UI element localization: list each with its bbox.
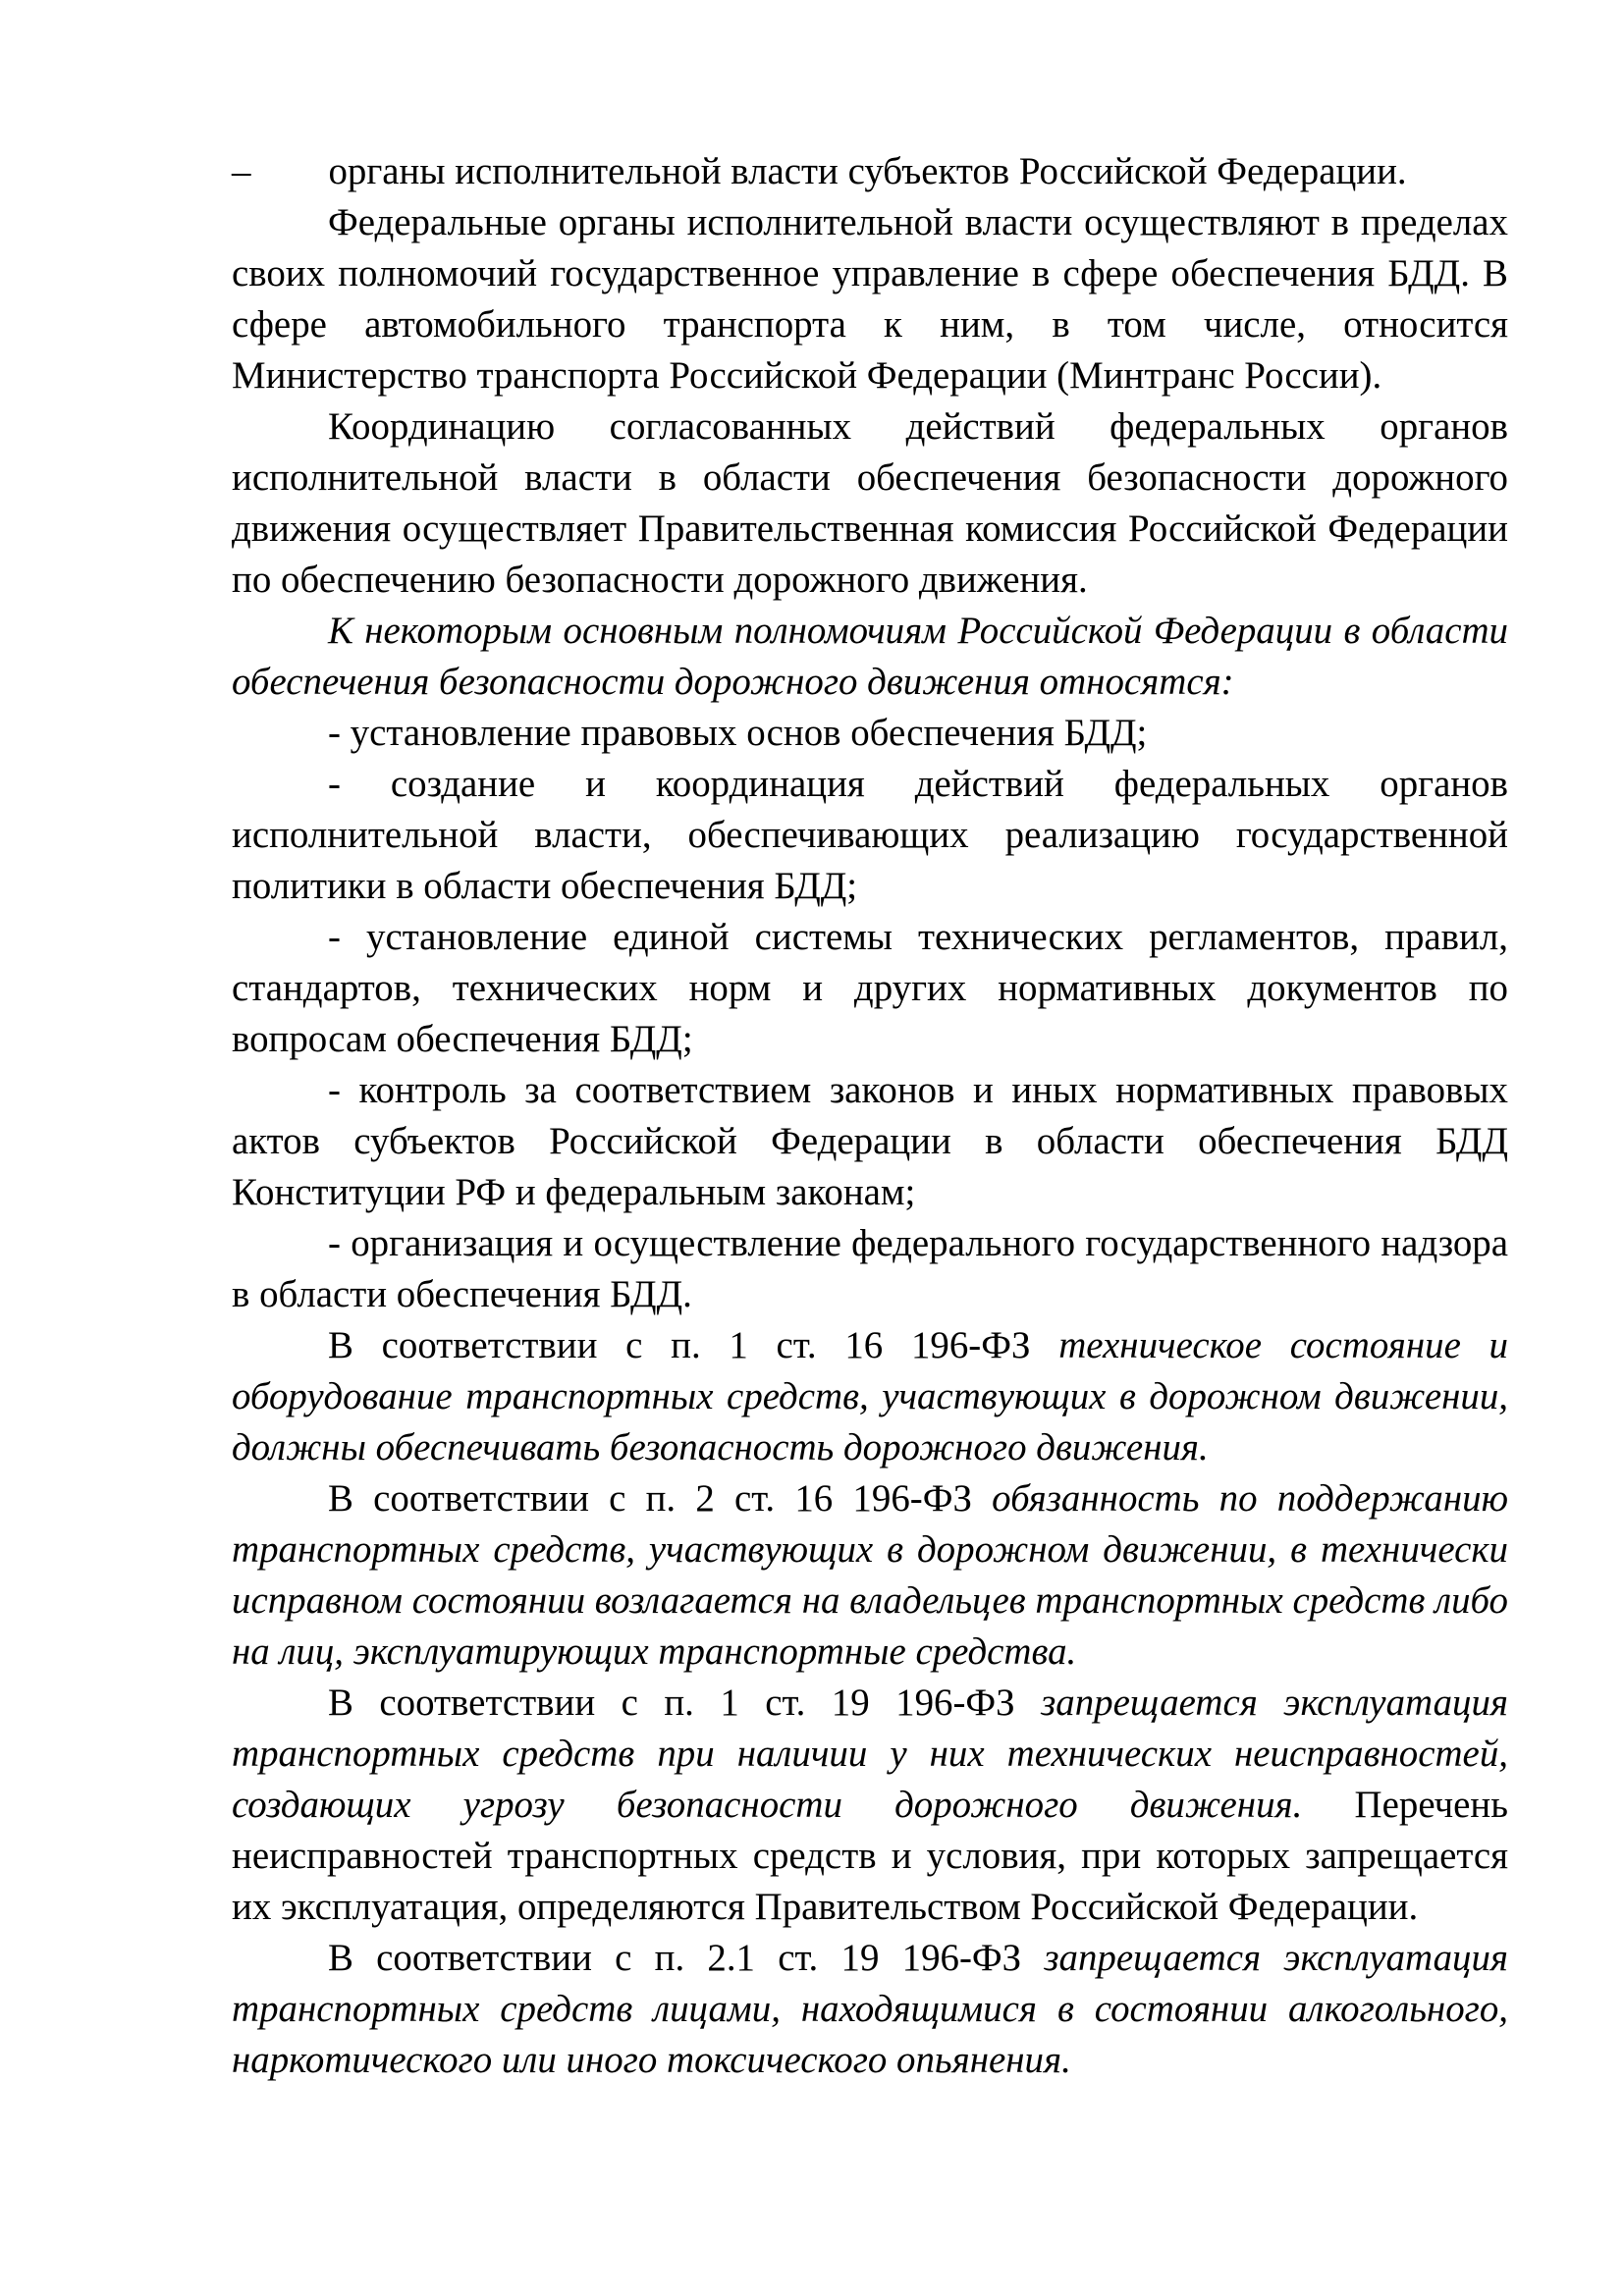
text-segment: - создание и координация действий федеральных органов исполнительной власти, обеспечивающих реализацию государственной политики в области обеспечения БДД; xyxy=(232,763,1508,907)
italic-text-segment: запрещается эксплуатация транспортных средств лицами, находящимися в состоянии алкогольного, наркотического или иного токсического опьянения. xyxy=(232,1937,1508,2081)
text-segment: - организация и осуществление федерального государственного надзора в области обеспечения БДД. xyxy=(232,1222,1508,1315)
italic-text-segment: обязанность по поддержанию транспортных средств, участвующих в дорожном движении, в технически исправном состоянии возлагается на владельцев транспортных средств либо на лиц, эксплуатирующих транспортные средства. xyxy=(232,1477,1508,1673)
paragraph xyxy=(232,401,1508,606)
text-segment: органы исполнительной власти субъектов Российской Федерации. xyxy=(328,150,1407,192)
dash-marker: – xyxy=(232,150,251,192)
text-segment: - контроль за соответствием законов и иных нормативных правовых актов субъектов Российской Федерации в области обеспечения БДД Конституции РФ и федеральным законам; xyxy=(232,1069,1508,1213)
paragraph xyxy=(232,708,1508,759)
paragraph xyxy=(232,912,1508,1065)
text-segment: Федеральные органы исполнительной власти осуществляют в пределах своих полномочий государственное управление в сфере обеспечения БДД. В сфере автомобильного транспорта к ним, в том числе, относится Министерство транспорта Российской Федерации (Минтранс России). xyxy=(232,201,1508,397)
paragraph xyxy=(232,1065,1508,1218)
paragraph xyxy=(232,1320,1508,1473)
paragraph xyxy=(232,606,1508,708)
paragraph xyxy=(232,1933,1508,2086)
text-segment: Координацию согласованных действий федеральных органов исполнительной власти в области обеспечения безопасности дорожного движения осуществляет Правительственная комиссия Российской Федерации по обеспечению безопасности дорожного движения. xyxy=(232,405,1508,601)
text-segment: - установление правовых основ обеспечения БДД; xyxy=(328,712,1148,754)
text-segment: В соответствии с п. 2 ст. 16 196-ФЗ xyxy=(328,1477,993,1520)
italic-text-segment: техническое состояние и оборудование транспортных средств, участвующих в дорожном движении, должны обеспечивать безопасность дорожного движения. xyxy=(232,1324,1508,1468)
paragraph xyxy=(232,1218,1508,1320)
paragraph xyxy=(232,1473,1508,1678)
paragraph xyxy=(232,1678,1508,1933)
paragraph xyxy=(232,197,1508,401)
italic-text-segment: запрещается эксплуатация транспортных средств при наличии у них технических неисправностей, создающих угрозу безопасности дорожного движения. xyxy=(232,1682,1508,1826)
text-segment: В соответствии с п. 2.1 ст. 19 196-ФЗ xyxy=(328,1937,1045,1979)
dash-list-item xyxy=(232,146,1508,197)
text-segment: В соответствии с п. 1 ст. 19 196-ФЗ xyxy=(328,1682,1042,1724)
document-body xyxy=(232,146,1508,2086)
text-segment: В соответствии с п. 1 ст. 16 196-ФЗ xyxy=(328,1324,1059,1366)
italic-text-segment: К некоторым основным полномочиям Российской Федерации в области обеспечения безопасности дорожного движения относятся: xyxy=(232,610,1508,703)
text-segment: Перечень неисправностей транспортных средств и условия, при которых запрещается их эксплуатация, определяются Правительством Российской Федерации. xyxy=(232,1784,1508,1928)
paragraph xyxy=(232,759,1508,912)
text-segment: - установление единой системы технических регламентов, правил, стандартов, технических норм и других нормативных документов по вопросам обеспечения БДД; xyxy=(232,916,1508,1060)
